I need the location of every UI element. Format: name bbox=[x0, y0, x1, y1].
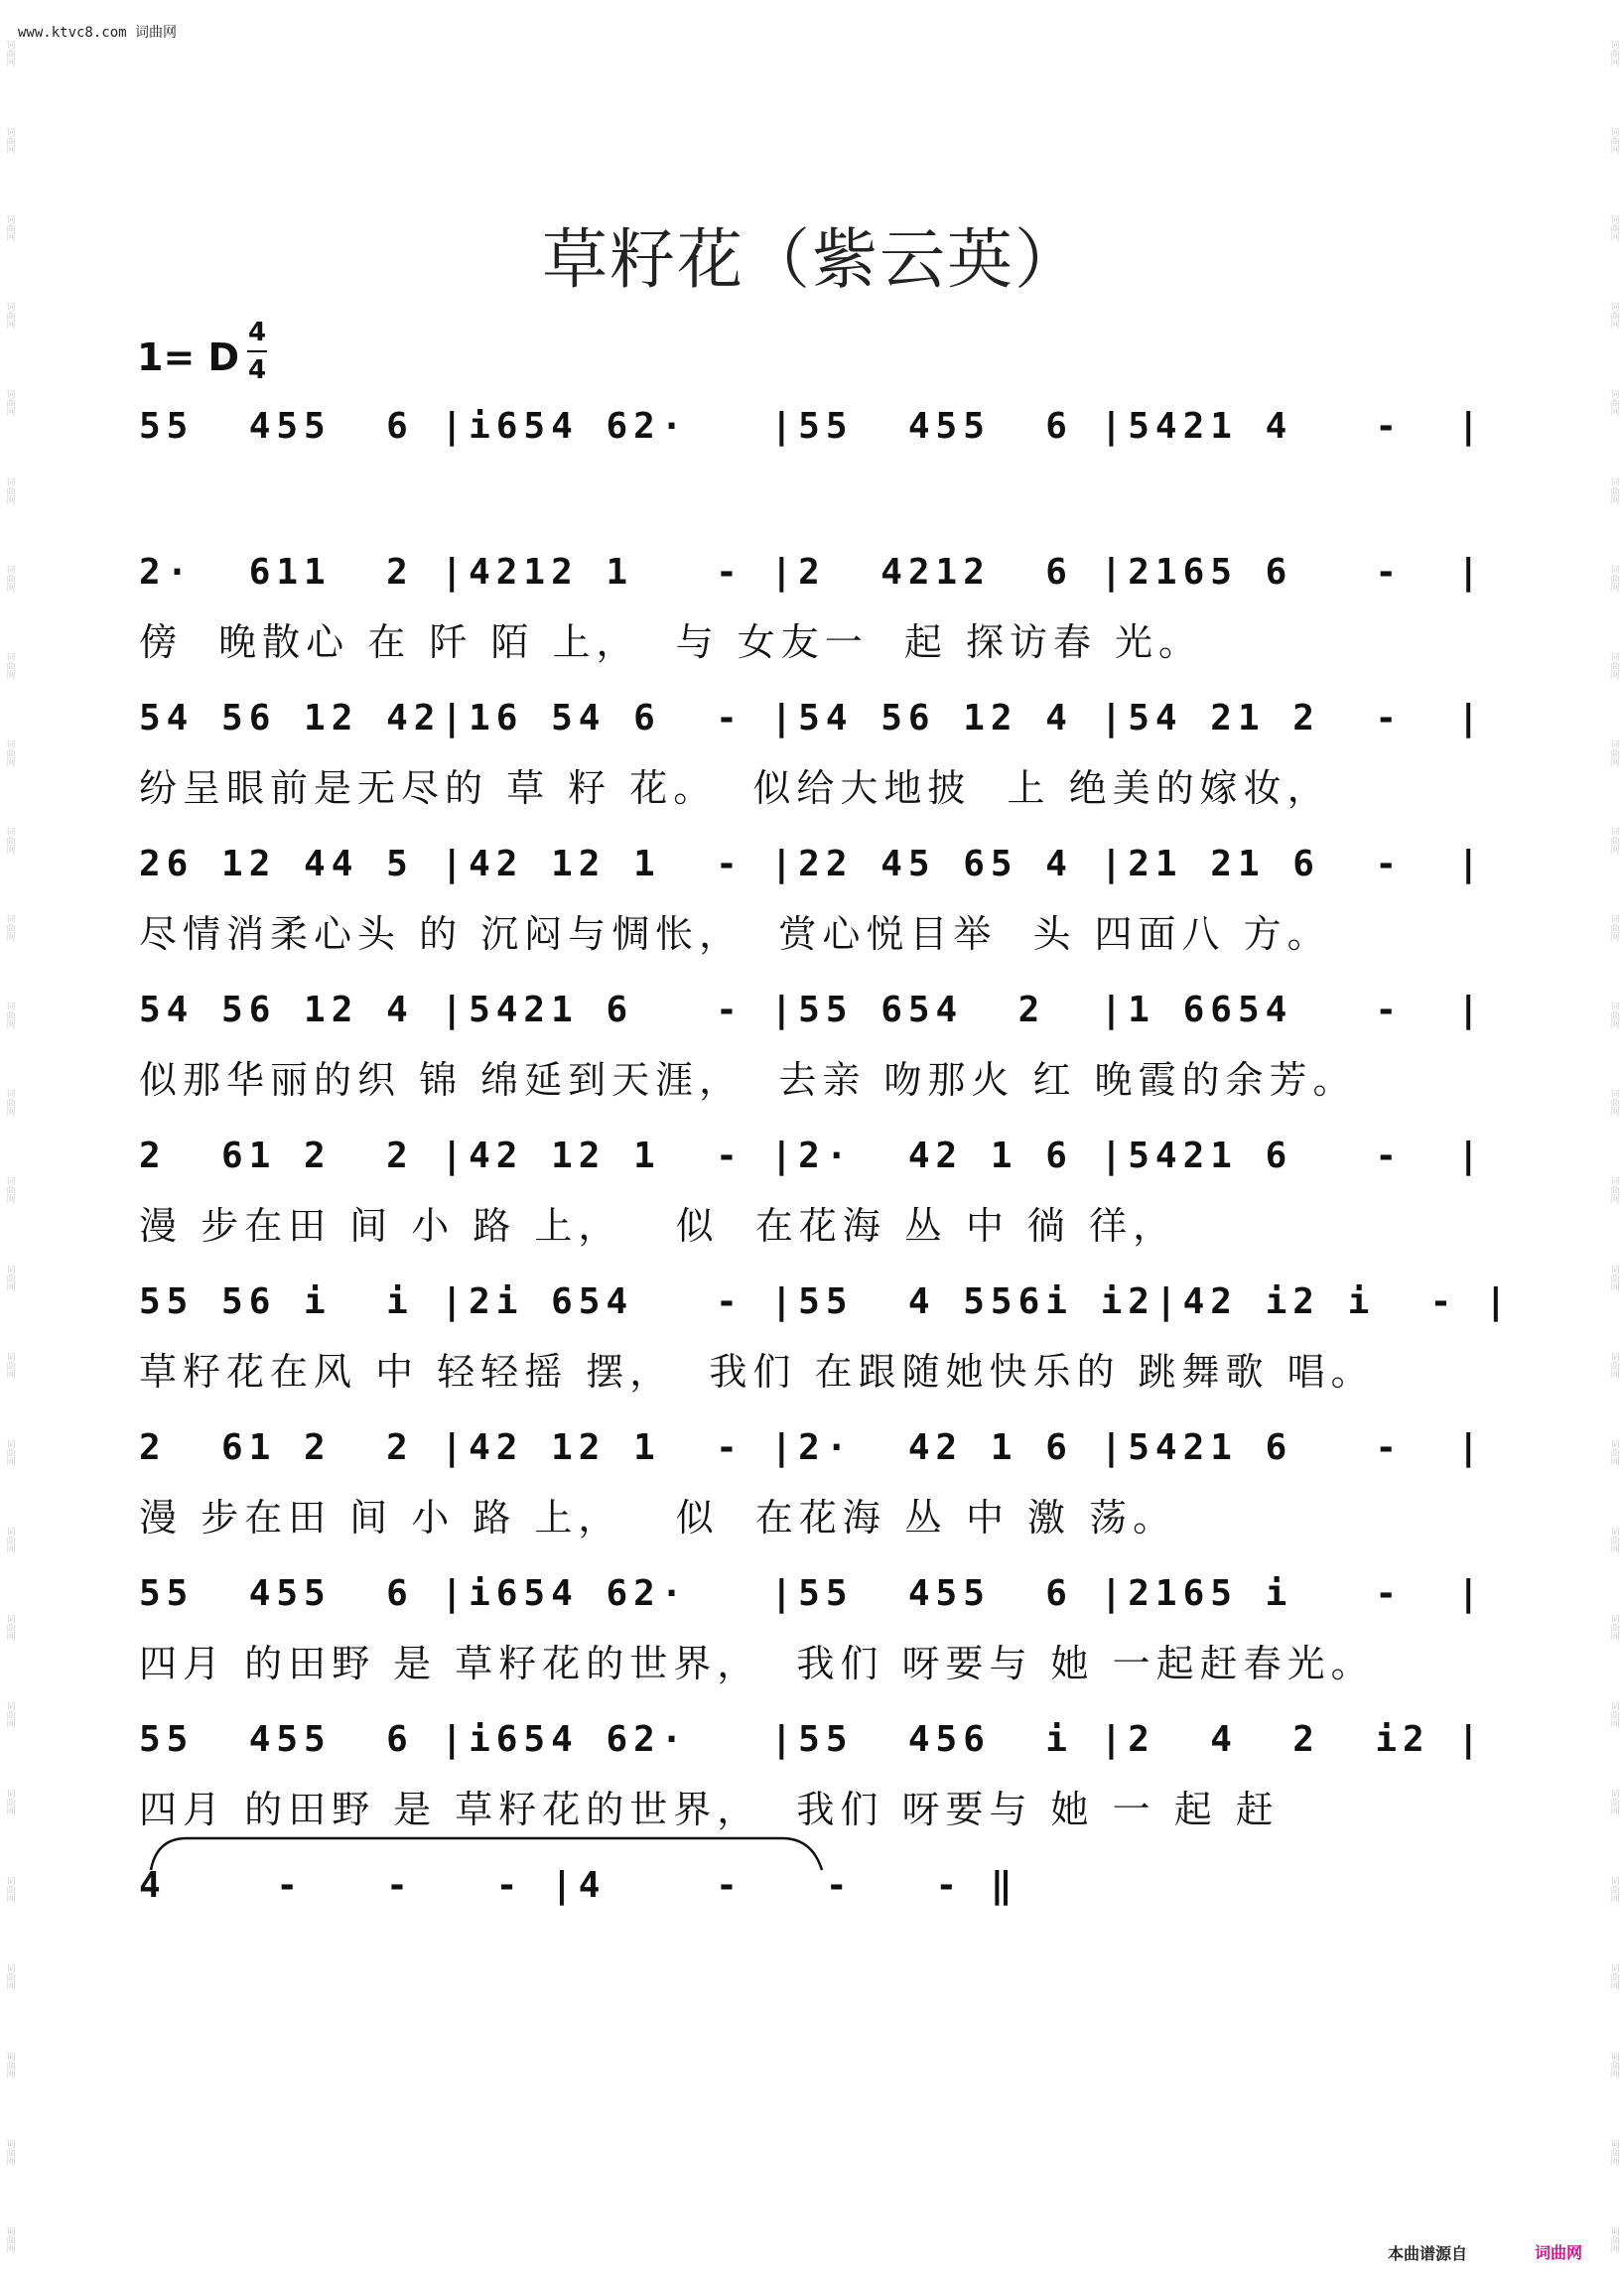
watermark-stamp: 词曲网 bbox=[1608, 914, 1619, 942]
watermark-stamp: 词曲网 bbox=[1608, 1351, 1619, 1379]
watermark-stamp: 词曲网 bbox=[1608, 564, 1619, 592]
watermark-stamp: 词曲网 bbox=[1608, 1789, 1619, 1816]
lyrics-line: 似那华丽的织 锦 绵延到天涯， 去亲 吻那火 红 晚霞的余芳。 bbox=[139, 1058, 1357, 1102]
watermark-stamp: 词曲网 bbox=[1608, 389, 1619, 417]
watermark-stamp: 词曲网 bbox=[4, 2225, 15, 2253]
watermark-stamp: 词曲网 bbox=[1608, 302, 1619, 330]
watermark-stamp: 词曲网 bbox=[1608, 127, 1619, 155]
watermark-stamp: 词曲网 bbox=[1608, 2138, 1619, 2166]
lyrics-line: 纷呈眼前是无尽的 草 籽 花。 似给大地披 上 绝美的嫁妆， bbox=[139, 766, 1331, 810]
watermark-stamp: 词曲网 bbox=[4, 389, 15, 417]
notes-line: 55 455 6 |i654 62· |55 455 6 |5421 4 - | bbox=[139, 406, 1486, 447]
watermark-stamp: 词曲网 bbox=[4, 1526, 15, 1553]
notes-line: 55 56 i i |2i 654 - |55 4 556i i2|42 i2 i - | bbox=[139, 1281, 1513, 1322]
lyrics-line: 漫 步在田 间 小 路 上， 似 在花海 丛 中 激 荡。 bbox=[139, 1496, 1177, 1540]
footer-brand-link[interactable]: 词曲网 bbox=[1535, 2243, 1583, 2262]
tie-slur bbox=[147, 1834, 832, 1874]
notes-line: 54 56 12 42|16 54 6 - |54 56 12 4 |54 21 2 - | bbox=[139, 698, 1486, 738]
watermark-stamp: 词曲网 bbox=[1608, 1438, 1619, 1466]
watermark-stamp: 词曲网 bbox=[4, 214, 15, 242]
watermark-stamp: 词曲网 bbox=[4, 738, 15, 766]
lyrics-line: 傍 晚散心 在 阡 陌 上， 与 女友一 起 探访春 光。 bbox=[139, 620, 1203, 664]
watermark-stamp: 词曲网 bbox=[1608, 1613, 1619, 1641]
lyrics-line: 四月 的田野 是 草籽花的世界， 我们 呀要与 她 一 起 赶 bbox=[139, 1788, 1280, 1831]
watermark-stamp: 词曲网 bbox=[4, 1963, 15, 1991]
watermark-stamp: 词曲网 bbox=[4, 1876, 15, 1904]
lyrics-line: 尽情消柔心头 的 沉闷与惆怅， 赏心悦目举 头 四面八 方。 bbox=[139, 912, 1331, 956]
watermark-stamp: 词曲网 bbox=[4, 1351, 15, 1379]
watermark-stamp: 词曲网 bbox=[1608, 1526, 1619, 1553]
notes-line: 26 12 44 5 |42 12 1 - |22 45 65 4 |21 21 6 - | bbox=[139, 844, 1486, 884]
watermark-stamp: 词曲网 bbox=[4, 1701, 15, 1729]
watermark-stamp: 词曲网 bbox=[4, 564, 15, 592]
watermark-stamp: 词曲网 bbox=[1608, 651, 1619, 679]
staff-row bbox=[0, 1865, 1624, 2037]
footer-source-note: 本曲谱源自 bbox=[1388, 2244, 1468, 2263]
key-signature: 1= D bbox=[137, 335, 240, 379]
watermark-stamp: 词曲网 bbox=[1608, 476, 1619, 504]
site-url[interactable]: www.ktvc8.com 词曲网 bbox=[18, 25, 178, 41]
watermark-stamp: 词曲网 bbox=[4, 476, 15, 504]
watermark-stamp: 词曲网 bbox=[1608, 1963, 1619, 1991]
notes-line: 2· 611 2 |4212 1 - |2 4212 6 |2165 6 - | bbox=[139, 552, 1486, 593]
watermark-stamp: 词曲网 bbox=[4, 651, 15, 679]
watermark-stamp: 词曲网 bbox=[4, 1613, 15, 1641]
lyrics-line: 漫 步在田 间 小 路 上， 似 在花海 丛 中 徜 徉， bbox=[139, 1204, 1177, 1248]
watermark-stamp: 词曲网 bbox=[4, 1089, 15, 1117]
notes-line: 55 455 6 |i654 62· |55 456 i |2 4 2 i2 | bbox=[139, 1719, 1486, 1760]
watermark-stamp: 词曲网 bbox=[4, 1264, 15, 1291]
watermark-stamp: 词曲网 bbox=[1608, 2051, 1619, 2078]
watermark-stamp: 词曲网 bbox=[4, 2051, 15, 2078]
notes-line: 54 56 12 4 |5421 6 - |55 654 2 |1 6654 - | bbox=[139, 990, 1486, 1030]
lyrics-line: 草籽花在风 中 轻轻摇 摆， 我们 在跟随她快乐的 跳舞歌 唱。 bbox=[139, 1350, 1375, 1394]
time-signature-line bbox=[247, 350, 267, 352]
watermark-stamp: 词曲网 bbox=[4, 1438, 15, 1466]
watermark-stamp: 词曲网 bbox=[4, 914, 15, 942]
watermark-stamp: 词曲网 bbox=[1608, 2225, 1619, 2253]
watermark-stamp: 词曲网 bbox=[1608, 738, 1619, 766]
time-signature-bottom: 4 bbox=[247, 355, 267, 385]
lyrics-line: 四月 的田野 是 草籽花的世界， 我们 呀要与 她 一起赶春光。 bbox=[139, 1642, 1375, 1685]
watermark-stamp: 词曲网 bbox=[1608, 826, 1619, 854]
notes-line: 2 61 2 2 |42 12 1 - |2· 42 1 6 |5421 6 - | bbox=[139, 1136, 1486, 1176]
watermark-stamp: 词曲网 bbox=[4, 127, 15, 155]
notes-line: 2 61 2 2 |42 12 1 - |2· 42 1 6 |5421 6 - | bbox=[139, 1427, 1486, 1468]
watermark-stamp: 词曲网 bbox=[4, 40, 15, 67]
watermark-stamp: 词曲网 bbox=[1608, 1002, 1619, 1029]
watermark-stamp: 词曲网 bbox=[4, 1176, 15, 1204]
watermark-stamp: 词曲网 bbox=[1608, 1701, 1619, 1729]
watermark-stamp: 词曲网 bbox=[1608, 40, 1619, 67]
watermark-stamp: 词曲网 bbox=[4, 1789, 15, 1816]
watermark-stamp: 词曲网 bbox=[1608, 1264, 1619, 1291]
watermark-stamp: 词曲网 bbox=[1608, 1876, 1619, 1904]
watermark-stamp: 词曲网 bbox=[4, 302, 15, 330]
watermark-stamp: 词曲网 bbox=[1608, 1176, 1619, 1204]
watermark-stamp: 词曲网 bbox=[1608, 1089, 1619, 1117]
watermark-stamp: 词曲网 bbox=[4, 1002, 15, 1029]
watermark-stamp: 词曲网 bbox=[4, 826, 15, 854]
time-signature-top: 4 bbox=[247, 318, 267, 347]
watermark-stamp: 词曲网 bbox=[1608, 214, 1619, 242]
song-title: 草籽花（紫云英） bbox=[542, 221, 1082, 298]
notes-line: 55 455 6 |i654 62· |55 455 6 |2165 i - | bbox=[139, 1573, 1486, 1614]
watermark-stamp: 词曲网 bbox=[4, 2138, 15, 2166]
notes-line: 4 - - - |4 - - - ‖ bbox=[139, 1865, 1018, 1906]
time-signature bbox=[246, 316, 268, 387]
